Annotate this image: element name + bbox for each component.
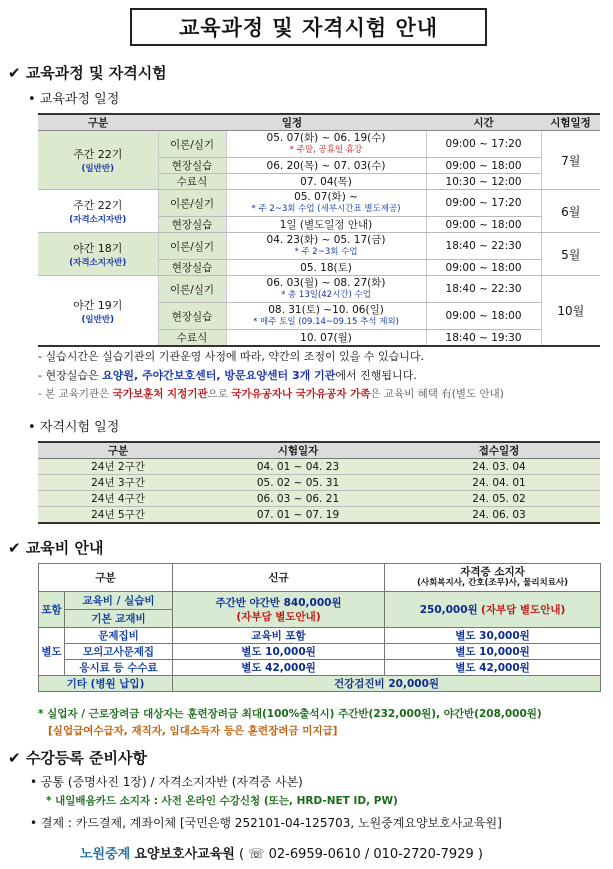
bullet-icon: •	[30, 816, 38, 830]
reg-common: • 공통 (증명사진 1장) / 자격소지자반 (자격증 사본)	[30, 775, 303, 789]
bullet-icon: •	[30, 775, 38, 789]
table-row: 24년 3구간 05. 02 ~ 05. 31 24. 04. 01	[38, 475, 600, 491]
course-schedule-table: 구분 일정 시간 시험일정 주간 22기 (일반반) 이론/실기 05. 07(화) ~ 06. 19(수) * 주말, 공휴일 휴강 09:00 ~ 17:20 7월 현장실습 06. 20(목) ~ 07. 03(수) 09:00 ~ 18:00 수료식 07. 04(목) 10:30 ~ 12:00 주간 22기 (자격소지자반) 이론/실기 05. 07(화) ~ * 주 2~3회 수업 (세부시간표 별도제공) 09:00 ~ 17:20 6월 현장실습 1일 (별도일정 안내) 09:00 ~ 18:00 야간 18기 (자격소지자반) 이론/실기 04. 23(화) ~ 05. 17(금) * 주 2~3회 수업 18:40 ~ 22:30 5월 현장실습 05. 18(토) 09:00 ~ 18:00 야간 19기 (일반반) 이론/실기 06. 03(월) ~ 08. 27(화) * 총 13일(42시간) 수업 18:40 ~ 22:30 10월 현장실습 08. 31(토) ~10. 06(일) * 매주 토일 (09.14~09.15 추석 제외) 09:00 ~ 18:00 수료식 10. 07(월) 18:40 ~ 19:30	[38, 113, 600, 347]
check-icon: ✔	[8, 749, 21, 767]
group-label: 야간 18기 (자격소지자반)	[38, 233, 158, 276]
reg-payment: • 결제 : 카드결제, 계좌이체 [국민은행 252101-04-125703, 노원중계요양보호사교육원]	[30, 816, 502, 830]
check-icon: ✔	[8, 539, 21, 557]
table-row: 24년 2구간 04. 01 ~ 04. 23 24. 03. 04	[38, 459, 600, 475]
group-label: 야간 19기 (일반반)	[38, 276, 158, 347]
group-label: 주간 22기 (자격소지자반)	[38, 190, 158, 233]
section-courses: ✔ 교육과정 및 자격시험	[8, 64, 167, 82]
bullet-icon: •	[28, 92, 36, 107]
table-row: 24년 5구간 07. 01 ~ 07. 19 24. 06. 03	[38, 507, 600, 524]
fee-table: 구분 신규 자격증 소지자 (사회복지사, 간호(조무)사, 물리치료사) 포함 교육비 / 실습비 주간반 야간반 840,000원 (자부담 별도안내) 250,000원 (자부담 별도안내) 기본 교재비 별도 문제집비 교육비 포함 별도 30,000원 모의고사문제집 별도 10,000원 별도 10,000원 응시료 등 수수료 별도 42,000원 별도 42,000원 기타 (병원 납입) 건강검진비 20,000원	[38, 563, 601, 692]
sub-exam-schedule: • 자격시험 일정	[28, 420, 120, 435]
table-row: 24년 4구간 06. 03 ~ 06. 21 24. 05. 02	[38, 491, 600, 507]
section-fee: ✔ 교육비 안내	[8, 539, 104, 557]
reg-card-note: * 내일배움카드 소지자 : 사전 온라인 수강신청 (또는, HRD-NET ID, PW)	[46, 795, 398, 807]
page-title: 교육과정 및 자격시험 안내	[130, 8, 487, 46]
bullet-icon: •	[28, 420, 36, 435]
check-icon: ✔	[8, 64, 21, 82]
section-registration: ✔ 수강등록 준비사항	[8, 749, 147, 767]
group-label: 주간 22기 (일반반)	[38, 131, 158, 190]
phone-icon: ☏	[248, 847, 265, 862]
footer-contact: 노원중계 요양보호사교육원 ( ☏ 02-6959-0610 / 010-2720-7929 )	[80, 847, 483, 862]
exam-schedule-table: 구분 시험일자 접수일정 24년 2구간 04. 01 ~ 04. 23 24. 03. 04 24년 3구간 05. 02 ~ 05. 31 24. 04. 01 24년 4구간 06. 03 ~ 06. 21 24. 05. 02 24년 5구간 07. 01 ~ 07. 19 24. 06. 03	[38, 441, 600, 524]
sub-course-schedule: • 교육과정 일정	[28, 92, 120, 107]
allowance-note: * 실업자 / 근로장려금 대상자는 훈련장려금 최대(100%출석시) 주간반(232,000원), 야간반(208,000원) [실업급여수급자, 재직자, 임대소득자 등은 훈련장려금 미지급]	[38, 708, 542, 737]
schedule-notes: - 실습시간은 실습기관의 기관운영 사정에 따라, 약간의 조정이 있을 수 있습니다. - 현장실습은 요양원, 주야간보호센터, 방문요양센터 3개 기관에서 진행됩니다. - 본 교육기관은 국가보훈처 지정기관으로 국가유공자나 국가유공자 가족은 교육비 혜택 有(별도 안내)	[38, 350, 504, 400]
